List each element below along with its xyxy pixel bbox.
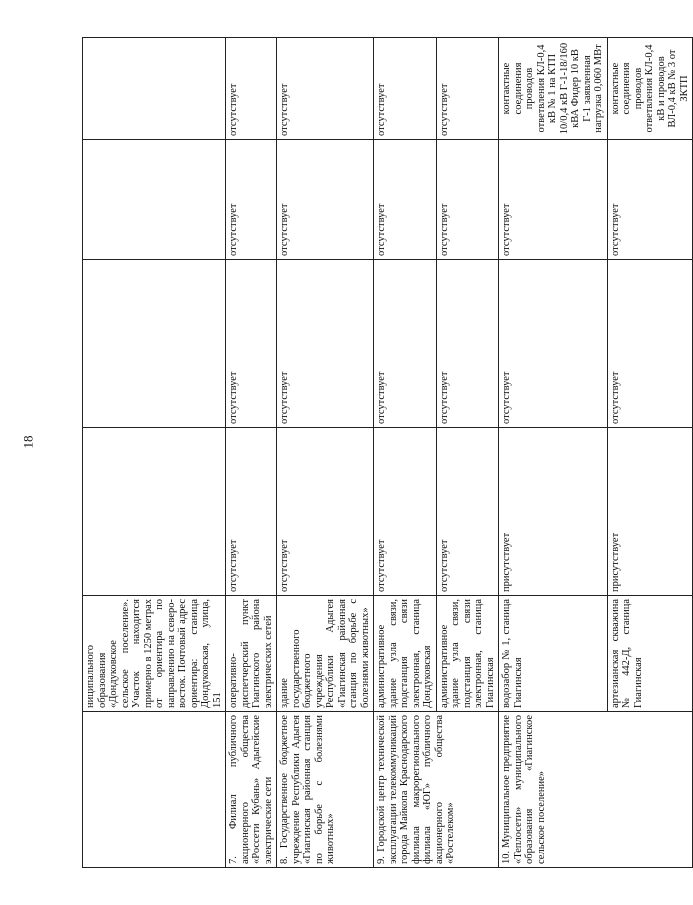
status-cell: отсутствует [277, 140, 374, 260]
notes-cell: отсутствует [436, 38, 499, 140]
notes-cell: отсутствует [277, 38, 374, 140]
organization-cell: 9. Городской центр технической эксплуатации телекоммуникаций города Майкопа Краснодарского филиала макрорегионального филиала «ЮГ» публичного акционерного общества «Ростелеком» [374, 712, 499, 868]
status-cell: отсутствует [226, 140, 277, 260]
rotated-table-wrapper [82, 38, 690, 868]
object-cell: водозабор № 1, станица Гиагинская [499, 596, 608, 712]
status-cell: отсутствует [607, 140, 693, 260]
status-cell: отсутствует [374, 260, 437, 428]
status-cell: отсутствует [436, 140, 499, 260]
notes-cell: отсутствует [226, 38, 277, 140]
status-cell: отсутствует [277, 428, 374, 596]
status-cell: отсутствует [277, 260, 374, 428]
status-cell [83, 140, 226, 260]
organization-cell [83, 712, 226, 868]
status-cell [83, 260, 226, 428]
status-cell: отсутствует [226, 428, 277, 596]
object-cell: оперативно-диспетчерский пункт Гиагинского района электрических сетей [226, 596, 277, 712]
page-number: 18 [20, 435, 36, 449]
status-cell [83, 428, 226, 596]
organization-cell: 8. Государственное бюджетное учреждение Республики Адыгея «Гиагинская районная станция по борьбе с болезнями животных» [277, 712, 374, 868]
notes-cell: контактные соединения проводов ответвления КЛ-0,4 кВ и проводов ВЛ-0,4 кВ № 3 от ЗКТП [607, 38, 693, 140]
table-row [226, 38, 277, 868]
notes-cell: контактные соединения проводов ответвления КЛ-0,4 кВ № 1 на КТП 10/0,4 кВ Г-1-18/160 кВА Фидер 10 кВ Г-1 заявленная нагрузка 0,060 МВт [499, 38, 608, 140]
status-cell: отсутствует [607, 260, 693, 428]
status-cell: присутствует [607, 428, 693, 596]
status-cell: присутствует [499, 428, 608, 596]
organization-cell: 7. Филиал публичного акционерного общества «Россети Кубань» Адыгейские электрические сети [226, 712, 277, 868]
object-cell: здание государственного бюджетного учреждения Республики Адыгея «Гиагинская районная станция по борьбе с болезнями животных» [277, 596, 374, 712]
objects-table [82, 37, 693, 868]
table-row [277, 38, 374, 868]
status-cell: отсутствует [226, 260, 277, 428]
table-row [83, 38, 226, 868]
object-cell: административное здание узла связи, подстанция связи электронная, станица Гиагинская [436, 596, 499, 712]
status-cell: отсутствует [499, 260, 608, 428]
notes-cell [83, 38, 226, 140]
status-cell: отсутствует [374, 140, 437, 260]
object-cell: административное здание узла связи, подстанция связи электронная, станица Дондуковская [374, 596, 437, 712]
table-row [499, 38, 608, 868]
status-cell: отсутствует [436, 260, 499, 428]
object-cell: артезианская скважина № 442-Д, станица Гиагинская [607, 596, 693, 712]
object-cell: ниципального образования «Дондуковское сельское поселение». Участок находится примерно в 1250 метрах от ориентира по направлению на северо-восток. Почтовый адрес ориентира: станица Дондуковская, улица, 151 [83, 596, 226, 712]
organization-cell: 10. Муниципальное предприятие «Теплосети» муниципального образования «Гиагинское сельское поселение» [499, 712, 693, 868]
status-cell: отсутствует [374, 428, 437, 596]
notes-cell: отсутствует [374, 38, 437, 140]
table-row [374, 38, 437, 868]
status-cell: отсутствует [436, 428, 499, 596]
status-cell: отсутствует [499, 140, 608, 260]
